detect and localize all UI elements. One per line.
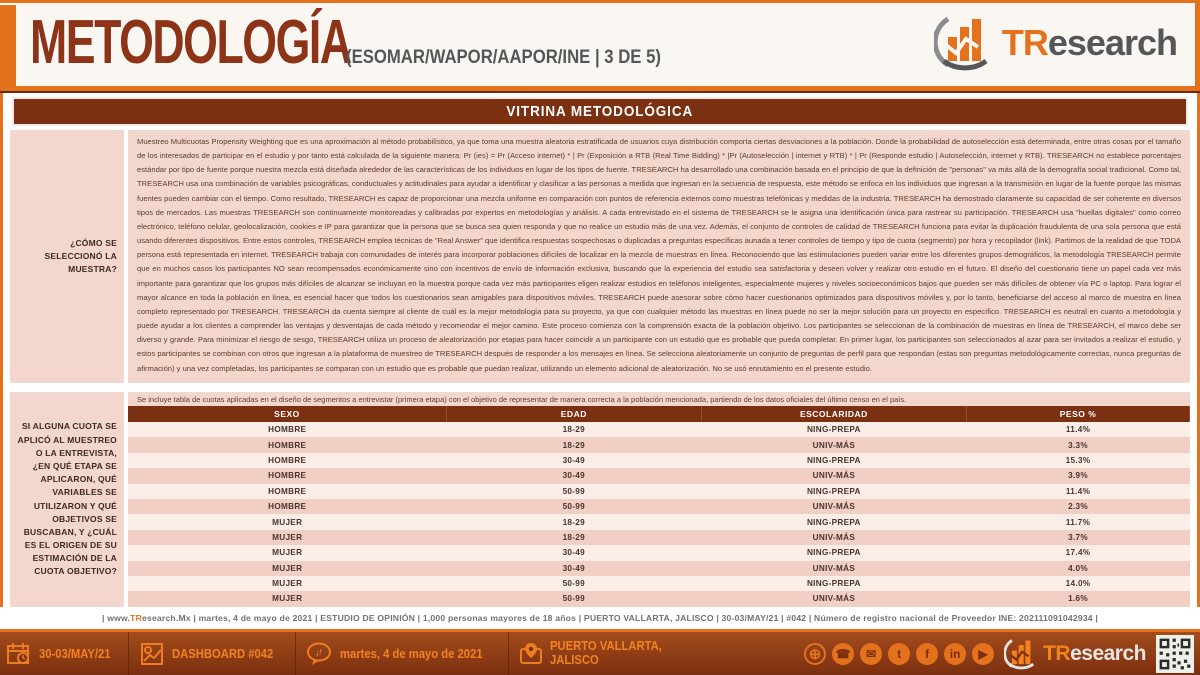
cell-escolaridad: UNIV-MÁS (701, 561, 966, 576)
cell-edad: 30-49 (446, 545, 701, 560)
cell-peso: 17.4% (967, 545, 1190, 560)
banner-title: VITRINA METODOLÓGICA (506, 103, 694, 120)
cell-peso: 3.3% (967, 437, 1190, 452)
cell-edad: 18-29 (446, 422, 701, 437)
table-row (128, 561, 1190, 576)
cell-escolaridad: UNIV-MÁS (701, 591, 966, 606)
cell-edad: 50-99 (446, 484, 701, 499)
cell-peso: 11.7% (967, 514, 1190, 529)
cell-edad: 18-29 (446, 437, 701, 452)
cell-escolaridad: UNIV-MÁS (701, 468, 966, 483)
method-text-panel (128, 130, 1190, 383)
facebook-icon[interactable]: f (916, 643, 938, 665)
table-row (128, 422, 1190, 437)
column-header-escolaridad: ESCOLARIDAD (701, 406, 966, 422)
cell-peso: 4.0% (967, 561, 1190, 576)
divider-band (0, 86, 1200, 93)
footer-tr: TR (130, 613, 142, 623)
page-title: METODOLOGÍA (30, 8, 351, 77)
column-header-sexo: SEXO (128, 406, 446, 422)
tresearch-logo-text (1002, 22, 1177, 64)
cell-escolaridad: NING-PREPA (701, 484, 966, 499)
bottom-tresearch-logo (1004, 636, 1146, 672)
header-accent-strip (1195, 0, 1200, 86)
sidebar-question-sample (10, 130, 124, 383)
cell-edad: 30-49 (446, 561, 701, 576)
sidebar-question-quota (10, 392, 124, 607)
cell-peso: 11.4% (967, 484, 1190, 499)
date-full-section (306, 641, 498, 667)
cell-sexo: HOMBRE (128, 422, 446, 437)
cell-sexo: HOMBRE (128, 453, 446, 468)
bar-divider (128, 632, 129, 675)
cell-peso: 14.0% (967, 576, 1190, 591)
quota-intro-text: Se incluye tabla de cuotas aplicadas en el diseño de segmentos a entrevistar (primera etapa) con el objetivo de representar de manera correcta a la población mencionada, partiendo de los datos oficiales del último censo en el país. (137, 395, 907, 404)
location-section (519, 640, 674, 668)
column-header-edad: EDAD (446, 406, 701, 422)
table-row (128, 591, 1190, 606)
quota-panel (128, 392, 1190, 607)
cell-peso: 11.4% (967, 422, 1190, 437)
table-row (128, 468, 1190, 483)
cell-escolaridad: NING-PREPA (701, 576, 966, 591)
date-range-label: 30-03/MAY/21 (39, 646, 111, 661)
bottom-logo-text (1043, 642, 1146, 666)
cell-escolaridad: NING-PREPA (701, 545, 966, 560)
header-accent-block (0, 5, 16, 86)
cell-escolaridad: NING-PREPA (701, 514, 966, 529)
cell-peso: 2.3% (967, 499, 1190, 514)
tresearch-logo (934, 11, 1177, 75)
cell-sexo: HOMBRE (128, 468, 446, 483)
page-subtitle: (ESOMAR/WAPOR/AAPOR/INE | 3 DE 5) (346, 47, 661, 68)
calendar-icon (6, 641, 32, 667)
question-quota-label: SI ALGUNA CUOTA SE APLICÓ AL MUESTREO O LA ENTREVISTA, ¿EN QUÉ ETAPA SE APLICARON, QUÉ VARIABLES SE UTILIZARON Y QUÉ OBJETIVOS SE BUSCABAN, Y ¿CUÁL ES EL ORIGEN DE SU ESTIMACIÓN DE LA CUOTA OBJETIVO? (17, 421, 117, 577)
email-icon[interactable]: ✉ (860, 643, 882, 665)
bar-divider (508, 632, 509, 675)
cell-edad: 50-99 (446, 499, 701, 514)
cell-edad: 50-99 (446, 576, 701, 591)
column-header-peso: PESO % (967, 406, 1190, 422)
cell-escolaridad: UNIV-MÁS (701, 437, 966, 452)
quota-table-body (128, 422, 1190, 607)
footer-post: esearch.Mx | martes, 4 de mayo de 2021 | ESTUDIO DE OPINIÓN | 1,000 personas mayores de 18 años | PUERTO VALLARTA, JALISCO | 30-03/MAY/21 | #042 | Número de registro nacional de Proveedor INE: 202111091042934 | (141, 613, 1098, 623)
cell-edad: 18-29 (446, 530, 701, 545)
table-row (128, 437, 1190, 452)
speech-bubble-icon (306, 641, 333, 667)
cell-sexo: MUJER (128, 545, 446, 560)
cell-escolaridad: UNIV-MÁS (701, 530, 966, 545)
question-sample-label: ¿CÓMO SE SELECCIONÓ LA MUESTRA? (44, 237, 117, 275)
table-row (128, 545, 1190, 560)
table-row (128, 499, 1190, 514)
bottom-bar (0, 632, 1200, 675)
dashboard-label: DASHBOARD #042 (172, 646, 274, 661)
linkedin-icon[interactable]: in (944, 643, 966, 665)
cell-edad: 50-99 (446, 591, 701, 606)
cell-sexo: MUJER (128, 561, 446, 576)
svg-text:¡!: ¡! (316, 647, 322, 657)
location-pin-icon (519, 641, 543, 667)
cell-edad: 18-29 (446, 514, 701, 529)
header (16, 3, 1195, 86)
method-body-text: Muestreo Multicuotas Propensity Weighting que es una aproximación al método probabilístico, ya que toma una muestra aleatoria estratificada de usuarios cuya distribución comporta ciertas desviaciones a la población. Donde la probabilidad de autoselección está determinada, entre otras cosas por el tamaño de los interesados de participar en el estudio y por tanto está calculada de la siguiente manera: Pr (ies) = Pr (Acceso internet) * | Pr (Exposición a RTB (Real Time Bidding) * |Pr (Autoselección | internet y RTB) * | Pr (Responde estudio | Autoselección, internet y RTB). TRESEARCH no establece porcentajes estándar por tipo de fuente porque nuestra mezcla está diseñada alrededor de las características de los individuos en lugar de los tipos de fuente. TRESEARCH ha desarrollado una combinación basada en el principio de que la definición de "personas" va más allá de la demografía social tradicional. Como tal, TRESEARCH usa una combinación de variables psicográficas, conductuales y actitudinales para ayudar a identificar y clasificar a las personas a medida que ingresan en la secuencia de respuesta, este método se enfoca en los individuos que ingresan a la transmisión en lugar de la fuente porque las mismas fuentes pueden cambiar con el tiempo. Como resultado, TRESEARCH es capaz de proporcionar una mezcla uniforme en comparación con puntos de referencia externos como muestras telefónicas y medidas de la industria. TRESEARCH ha demostrado claramente su capacidad de ser coherente en diversos tipos de mercados. Las muestras TRESEARCH son continuamente monitoreadas y calibradas por expertos en metodologías y análisis. A cada entrevistado en el sistema de TRESEARCH se le asigna una identificación única para rastrear su participación. TRESEARCH usa "huellas digitales" como correo electrónico, teléfono celular, geolocalización, cookies e IP para garantizar que la persona que se busca sea quien responda y que no realice un estudio más de una vez. Además, el conjunto de controles de calidad de TRESEARCH funciona para evitar la duplicación fraudulenta de una sola persona que está usando diferentes dispositivos. Entre estos controles, TRESEARCH emplea técnicas de "Real Answer" que identifica respuestas sospechosas o duplicadas a preguntas específicas aunada a tener controles de tiempo y tipo de cuota (segmento) por hora y recopilador (link). Partimos de la realidad de que TODA persona está representada en internet. TRESEARCH trabaja con comunidades de interés para incorporar poblaciones difíciles de localizar en la mezcla de muestras en línea. Reconociendo que las estimulaciones pueden variar entre los diferentes grupos demográficos, la metodología TRESEARCH permite que en muchos casos los participantes NO sean recompensados económicamente sino con incentivos de envío de información exclusiva, buscando que la experiencia del estudio sea satisfactoria y deseen volver y realizar otro estudio en el futuro. El diseño del cuestionario tiene un papel cada vez más importante para garantizar que los grupos más difíciles de alcanzar se incluyan en la muestra porque cada vez más participantes eligen realizar estudios en teléfonos inteligentes, especialmente mujeres y niveles socioeconómicos bajos que pueden ser más difíciles de obtener vía PC o laptop. Para lograr el mayor alcance en toda la población en línea, es esencial hacer que todos los cuestionarios sean amigables para dispositivos móviles. TRESEARCH puede asesorar sobre cómo hacer cuestionarios optimizados para dispositivos móviles y, por lo tanto, beneficiarse del acceso al marco de muestra en línea completo representado por TRESEARCH. TRESEARCH da cuenta siempre al cliente de cuál es la mejor metodología para su proyecto, ya que con cualquier método las muestras en línea puede no ser la mejor solución para un proyecto en específico. TRESEARCH es neutral en cuanto a metodología y puede ayudar a los clientes a comprender las ventajas y desventajas de cada método y recomendar el mejor camino. Este proceso comienza con la comprensión exacta de la población objetivo. Los participantes se seleccionan de la combinación de muestras en línea de TRESEARCH, el marco debe ser diverso y grande. Para minimizar el riesgo de sesgo, TRESEARCH utiliza un proceso de aleatorización por etapas para hacer coincidir a un participante con un estudio que es probable que pueda completar. En primer lugar, los participantes son seleccionados al azar para ser invitados a realizar el estudio, y estos participantes se combinan con otros que ingresan a la plataforma de muestreo de TRESEARCH después de responder a los mensajes en línea. Se selecciona aleatoriamente un conjunto de preguntas de perfil para que respondan (estas son preguntas metodológicamente correctas, nunca preguntas de afirmación) y una vez completadas, los participantes se comparan con un estudio que es probable que puedan realizar, utilizando un elemento adicional de aleatorización. No se usó enrutamiento en el presente estudio. (137, 137, 1181, 373)
youtube-icon[interactable]: ▶ (972, 643, 994, 665)
cell-escolaridad: NING-PREPA (701, 422, 966, 437)
cell-sexo: HOMBRE (128, 484, 446, 499)
cell-sexo: MUJER (128, 591, 446, 606)
cell-sexo: MUJER (128, 576, 446, 591)
cell-edad: 30-49 (446, 468, 701, 483)
cell-sexo: MUJER (128, 514, 446, 529)
social-icons (804, 643, 994, 665)
bottom-logo-tr: TR (1043, 641, 1071, 665)
cell-sexo: MUJER (128, 530, 446, 545)
table-row (128, 530, 1190, 545)
cell-peso: 3.9% (967, 468, 1190, 483)
dashboard-icon (139, 641, 165, 667)
dashboard-section (139, 641, 285, 667)
table-row (128, 514, 1190, 529)
twitter-icon[interactable]: t (888, 643, 910, 665)
bottom-logo-icon (1004, 636, 1040, 672)
cell-escolaridad: NING-PREPA (701, 453, 966, 468)
cell-escolaridad: UNIV-MÁS (701, 499, 966, 514)
cell-peso: 3.7% (967, 530, 1190, 545)
location-line1: PUERTO VALLARTA, (550, 638, 663, 653)
qr-code (1156, 635, 1194, 673)
cell-peso: 1.6% (967, 591, 1190, 606)
table-row (128, 484, 1190, 499)
globe-icon[interactable]: ⊕ (804, 643, 826, 665)
frame-left (0, 93, 3, 630)
logo-rest: esearch (1047, 22, 1177, 63)
footer (0, 607, 1200, 629)
bar-divider (295, 632, 296, 675)
footer-text (102, 613, 1098, 623)
location-line2: JALISCO (550, 652, 600, 667)
bottom-logo-rest: esearch (1070, 641, 1146, 665)
quota-table (128, 406, 1190, 607)
footer-pre: | www. (102, 613, 131, 623)
date-full-label: martes, 4 de mayo de 2021 (339, 646, 483, 661)
cell-sexo: HOMBRE (128, 437, 446, 452)
cell-edad: 30-49 (446, 453, 701, 468)
date-range-section (6, 641, 118, 667)
phone-icon[interactable]: ☎ (832, 643, 854, 665)
table-row (128, 576, 1190, 591)
logo-tr: TR (1001, 22, 1048, 63)
table-row (128, 453, 1190, 468)
cell-peso: 15.3% (967, 453, 1190, 468)
tresearch-logo-icon (934, 11, 998, 75)
quota-table-header (128, 406, 1190, 422)
section-banner (12, 97, 1188, 126)
location-label (550, 640, 662, 668)
cell-sexo: HOMBRE (128, 499, 446, 514)
